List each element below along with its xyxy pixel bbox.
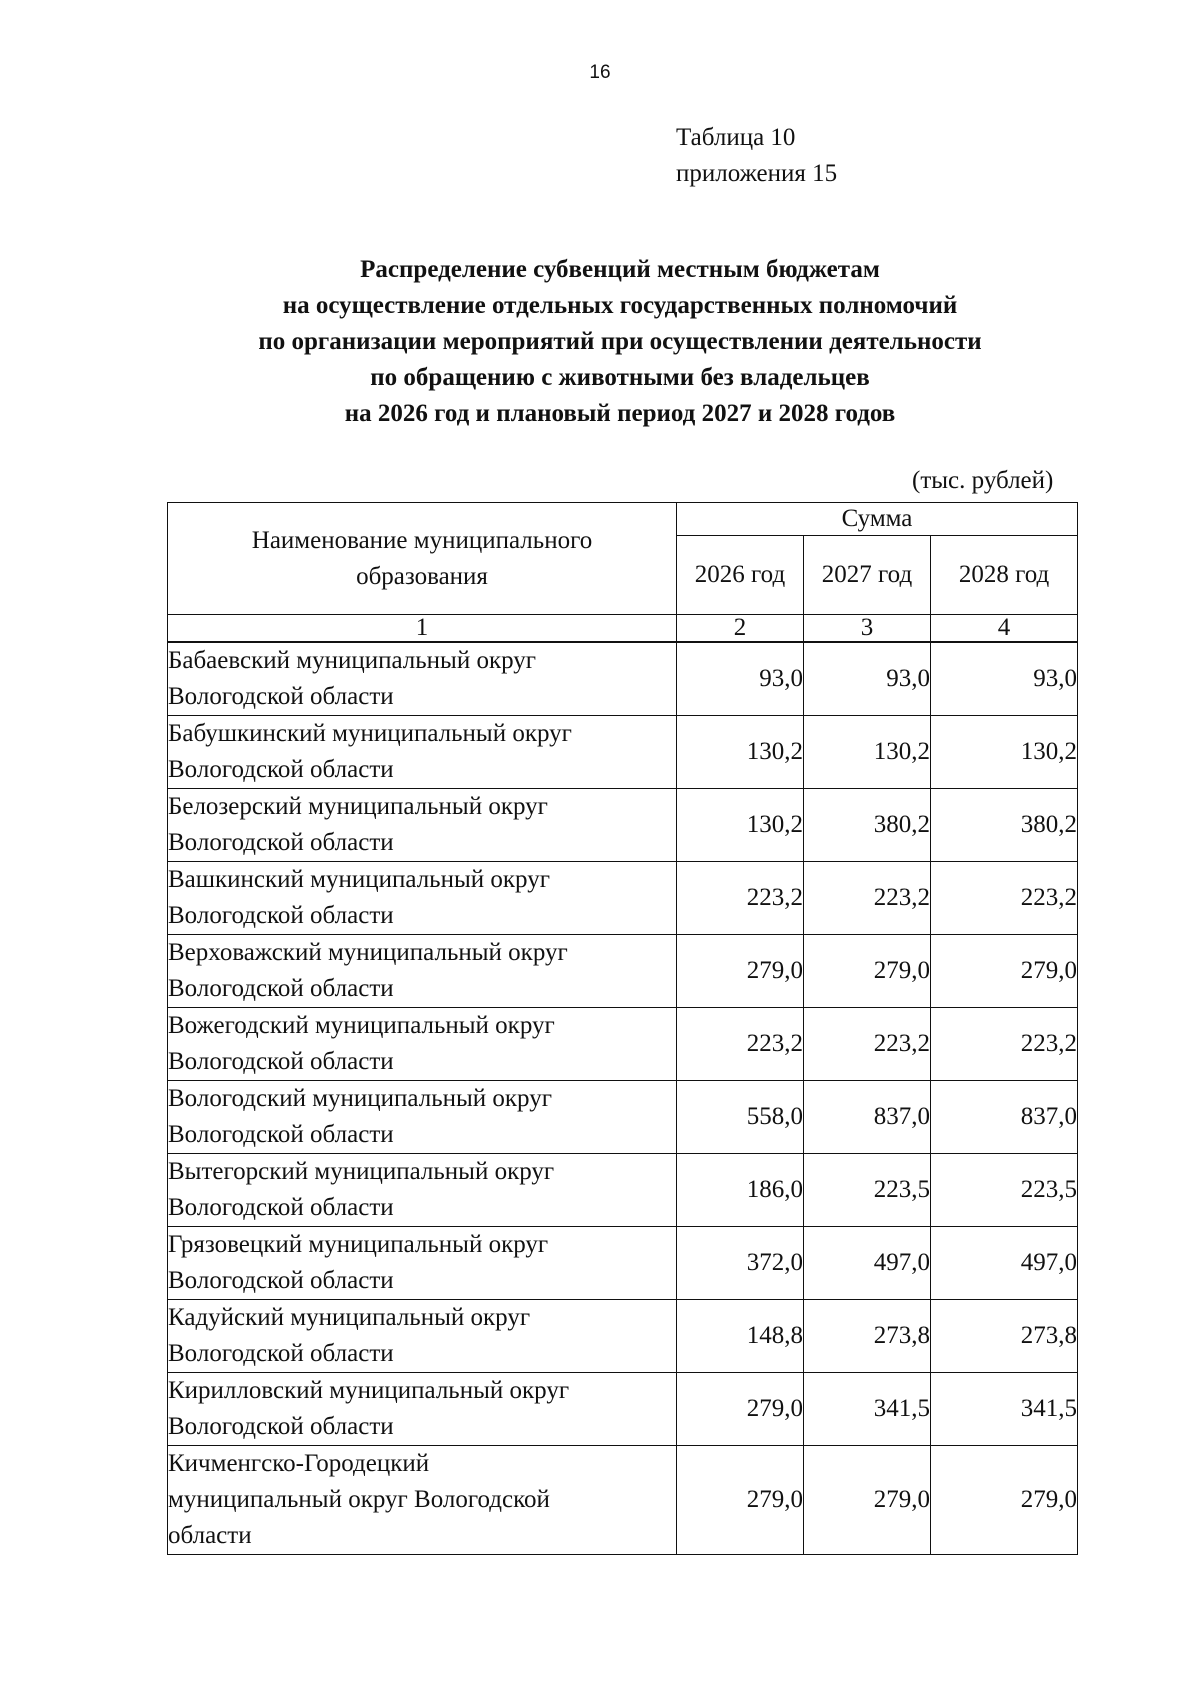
value-2026: 372,0 xyxy=(677,1227,804,1300)
value-2026: 130,2 xyxy=(677,789,804,862)
value-2027: 273,8 xyxy=(804,1300,931,1373)
subvention-table xyxy=(167,502,1078,1555)
table-row xyxy=(168,1373,1078,1446)
municipality-name-line: Вологодской области xyxy=(168,1121,394,1148)
municipality-name-line: Вашкинский муниципальный округ xyxy=(168,866,550,893)
value-2026: 130,2 xyxy=(677,716,804,789)
table-row xyxy=(168,716,1078,789)
header-year-2028: 2028 год xyxy=(931,536,1078,615)
value-2027: 223,2 xyxy=(804,862,931,935)
table-reference-line: приложения 15 xyxy=(676,160,838,187)
municipality-name xyxy=(168,1300,677,1373)
document-title xyxy=(0,252,1200,432)
municipality-name-line: Вологодской области xyxy=(168,902,394,929)
title-line: на осуществление отдельных государственных полномочий xyxy=(282,292,958,319)
municipality-name xyxy=(168,935,677,1008)
value-2028: 93,0 xyxy=(931,642,1078,716)
municipality-name xyxy=(168,862,677,935)
municipality-name xyxy=(168,789,677,862)
municipality-name-line: Бабушкинский муниципальный округ xyxy=(168,720,572,747)
value-2026: 558,0 xyxy=(677,1081,804,1154)
municipality-name-line: Вологодской области xyxy=(168,1413,394,1440)
municipality-name-line: Вологодской области xyxy=(168,1048,394,1075)
value-2026: 279,0 xyxy=(677,1446,804,1555)
header-year-2027: 2027 год xyxy=(804,536,931,615)
table-row xyxy=(168,1154,1078,1227)
municipality-name xyxy=(168,1154,677,1227)
table-reference-line: Таблица 10 xyxy=(676,124,796,151)
table-row xyxy=(168,1008,1078,1081)
municipality-name-line: Бабаевский муниципальный округ xyxy=(168,647,537,674)
municipality-name-line: Вологодской области xyxy=(168,683,394,710)
value-2026: 223,2 xyxy=(677,862,804,935)
table-row xyxy=(168,789,1078,862)
value-2028: 341,5 xyxy=(931,1373,1078,1446)
table-row xyxy=(168,935,1078,1008)
municipality-name-line: Белозерский муниципальный округ xyxy=(168,793,548,820)
header-municipality xyxy=(168,503,677,615)
units-label: (тыс. рублей) xyxy=(912,467,1054,494)
municipality-name-line: Вологодский муниципальный округ xyxy=(168,1085,552,1112)
municipality-name xyxy=(168,1008,677,1081)
value-2027: 279,0 xyxy=(804,935,931,1008)
municipality-name-line: Вологодской области xyxy=(168,975,394,1002)
title-line: Распределение субвенций местным бюджетам xyxy=(360,256,880,283)
municipality-name-line: Верховажский муниципальный округ xyxy=(168,939,568,966)
municipality-name-line: Кичменгско-Городецкий xyxy=(168,1450,430,1477)
value-2028: 380,2 xyxy=(931,789,1078,862)
header-year-2026: 2026 год xyxy=(677,536,804,615)
value-2026: 223,2 xyxy=(677,1008,804,1081)
value-2026: 186,0 xyxy=(677,1154,804,1227)
value-2028: 223,2 xyxy=(931,862,1078,935)
municipality-name xyxy=(168,1081,677,1154)
municipality-name-line: Грязовецкий муниципальный округ xyxy=(168,1231,549,1258)
municipality-name-line: Вологодской области xyxy=(168,829,394,856)
value-2026: 279,0 xyxy=(677,1373,804,1446)
value-2028: 837,0 xyxy=(931,1081,1078,1154)
table-row xyxy=(168,1446,1078,1555)
column-number: 2 xyxy=(677,615,804,643)
column-number: 4 xyxy=(931,615,1078,643)
municipality-name-line: Кадуйский муниципальный округ xyxy=(168,1304,531,1331)
municipality-name-line: Вологодской области xyxy=(168,1340,394,1367)
municipality-name-line: муниципальный округ Вологодской xyxy=(168,1486,550,1513)
municipality-name xyxy=(168,1446,677,1555)
municipality-name-line: области xyxy=(168,1522,252,1549)
value-2026: 279,0 xyxy=(677,935,804,1008)
value-2027: 223,5 xyxy=(804,1154,931,1227)
value-2026: 93,0 xyxy=(677,642,804,716)
value-2027: 93,0 xyxy=(804,642,931,716)
value-2027: 130,2 xyxy=(804,716,931,789)
municipality-name xyxy=(168,642,677,716)
municipality-name-line: Вологодской области xyxy=(168,756,394,783)
table-row xyxy=(168,642,1078,716)
value-2028: 279,0 xyxy=(931,1446,1078,1555)
municipality-name-line: Вытегорский муниципальный округ xyxy=(168,1158,555,1185)
value-2027: 837,0 xyxy=(804,1081,931,1154)
value-2027: 380,2 xyxy=(804,789,931,862)
municipality-name-line: Вологодской области xyxy=(168,1194,394,1221)
header-municipality-line: образования xyxy=(356,562,488,590)
table-row xyxy=(168,862,1078,935)
header-municipality-line: Наименование муниципального xyxy=(251,526,593,554)
municipality-name xyxy=(168,716,677,789)
header-sum: Сумма xyxy=(677,503,1078,536)
table-reference xyxy=(676,120,837,192)
page-number: 16 xyxy=(589,62,611,83)
title-line: по обращению с животными без владельцев xyxy=(370,364,870,391)
value-2028: 130,2 xyxy=(931,716,1078,789)
title-line: по организации мероприятий при осуществлении деятельности xyxy=(258,328,982,355)
column-number: 1 xyxy=(168,615,677,643)
value-2027: 279,0 xyxy=(804,1446,931,1555)
value-2028: 497,0 xyxy=(931,1227,1078,1300)
table-row xyxy=(168,1227,1078,1300)
municipality-name-line: Вологодской области xyxy=(168,1267,394,1294)
value-2028: 223,2 xyxy=(931,1008,1078,1081)
municipality-name-line: Кирилловский муниципальный округ xyxy=(168,1377,570,1404)
title-line: на 2026 год и плановый период 2027 и 2028 годов xyxy=(344,400,896,427)
municipality-name-line: Вожегодский муниципальный округ xyxy=(168,1012,555,1039)
table-row xyxy=(168,1300,1078,1373)
municipality-name xyxy=(168,1373,677,1446)
column-number-row xyxy=(168,615,1078,643)
value-2027: 497,0 xyxy=(804,1227,931,1300)
value-2028: 279,0 xyxy=(931,935,1078,1008)
value-2027: 341,5 xyxy=(804,1373,931,1446)
municipality-name xyxy=(168,1227,677,1300)
value-2027: 223,2 xyxy=(804,1008,931,1081)
value-2028: 273,8 xyxy=(931,1300,1078,1373)
value-2026: 148,8 xyxy=(677,1300,804,1373)
value-2028: 223,5 xyxy=(931,1154,1078,1227)
column-number: 3 xyxy=(804,615,931,643)
table-row xyxy=(168,1081,1078,1154)
